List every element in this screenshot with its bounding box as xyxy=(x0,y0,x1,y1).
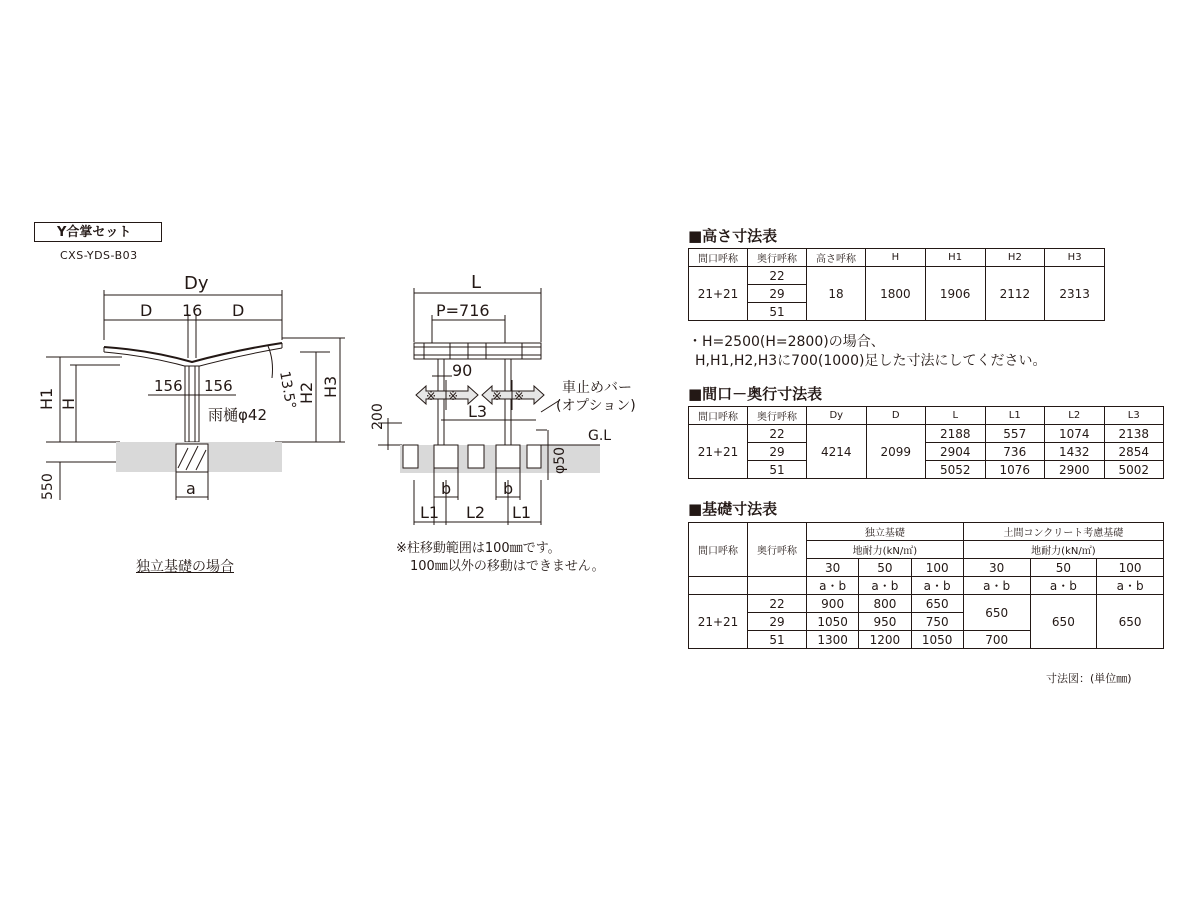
cell-slab-30-top: 650 xyxy=(963,595,1030,631)
label-mark-1: ※ xyxy=(426,389,437,403)
post-range-note-2: 100㎜以外の移動はできません。 xyxy=(410,559,605,574)
col-frontage: 間口呼称 xyxy=(689,407,748,425)
cell-slab-50: 650 xyxy=(1030,595,1097,649)
label-l2: L2 xyxy=(466,503,486,522)
cell-value: 1300 xyxy=(807,631,859,649)
label-dy: Dy xyxy=(184,273,209,294)
label-mark-3: ※ xyxy=(492,389,503,403)
height-table xyxy=(688,248,1105,321)
ab-cell: a・b xyxy=(859,577,911,595)
label-phi50: φ50 xyxy=(552,446,568,474)
cell-h1: 1906 xyxy=(925,267,985,321)
cell-depth: 29 xyxy=(748,443,807,461)
cell-value: 650 xyxy=(911,595,963,613)
cell-h3: 2313 xyxy=(1045,267,1105,321)
cell-value: 1050 xyxy=(911,631,963,649)
col-h: H xyxy=(866,249,926,267)
col-h3: H3 xyxy=(1045,249,1105,267)
model-number: CXS-YDS-B03 xyxy=(60,249,138,262)
col-h2: H2 xyxy=(985,249,1045,267)
group-slab: 土間コンクリート考慮基礎 xyxy=(963,523,1163,541)
cell-d: 2099 xyxy=(866,425,926,479)
label-156-left: 156 xyxy=(154,377,183,395)
post-range-note: ※柱移動範囲は100㎜です。 xyxy=(396,541,561,556)
level-cell: 30 xyxy=(963,559,1030,577)
label-h2: H2 xyxy=(297,381,316,404)
col-d: D xyxy=(866,407,926,425)
cell-depth: 22 xyxy=(748,595,807,613)
label-gl: G.L xyxy=(588,428,612,444)
cell-l: 2904 xyxy=(926,443,986,461)
label-200: 200 xyxy=(370,403,386,430)
cell-l1: 736 xyxy=(985,443,1045,461)
col-height-code: 高さ呼称 xyxy=(807,249,866,267)
cell-slab-30-bottom: 700 xyxy=(963,631,1030,649)
cell-l: 2188 xyxy=(926,425,986,443)
height-note-2: H,H1,H2,H3に700(1000)足した寸法にしてください。 xyxy=(695,353,1047,369)
cell-frontage: 21+21 xyxy=(689,595,748,649)
level-cell: 30 xyxy=(807,559,859,577)
label-gutter: 雨樋φ42 xyxy=(208,406,267,424)
cell-l2: 2900 xyxy=(1045,461,1105,479)
cell-value: 900 xyxy=(807,595,859,613)
cell-l1: 557 xyxy=(985,425,1045,443)
col-depth: 奥行呼称 xyxy=(748,523,807,577)
label-l1-right: L1 xyxy=(512,503,532,522)
cell-height-code: 18 xyxy=(807,267,866,321)
label-angle: 13.5° xyxy=(276,369,299,411)
ab-cell: a・b xyxy=(1097,577,1164,595)
cell-depth: 22 xyxy=(748,425,807,443)
cell-l2: 1074 xyxy=(1045,425,1105,443)
cell-h2: 2112 xyxy=(985,267,1045,321)
size-table-title: ■間口－奥行寸法表 xyxy=(688,385,823,403)
label-l3: L3 xyxy=(468,402,488,421)
label-l: L xyxy=(471,272,482,293)
foundation-table xyxy=(688,522,1164,649)
cell-depth: 22 xyxy=(748,267,807,285)
ab-cell: a・b xyxy=(963,577,1030,595)
col-depth: 奥行呼称 xyxy=(748,249,807,267)
col-frontage: 間口呼称 xyxy=(689,249,748,267)
cell-h: 1800 xyxy=(866,267,926,321)
col-l: L xyxy=(926,407,986,425)
set-name: Y合掌セット xyxy=(57,225,132,240)
label-l1-left: L1 xyxy=(420,503,440,522)
cell-l2: 1432 xyxy=(1045,443,1105,461)
independent-foundation-caption: 独立基礎の場合 xyxy=(136,559,234,575)
label-h3: H3 xyxy=(321,375,340,398)
ab-cell: a・b xyxy=(807,577,859,595)
bearing-independent: 地耐力(kN/㎡) xyxy=(807,541,964,559)
cell-depth: 51 xyxy=(748,631,807,649)
cell-dy: 4214 xyxy=(807,425,867,479)
label-option: (オプション) xyxy=(556,398,636,414)
cell-value: 1200 xyxy=(859,631,911,649)
cell-depth: 29 xyxy=(748,285,807,303)
col-depth: 奥行呼称 xyxy=(748,407,807,425)
label-mark-2: ※ xyxy=(448,389,459,403)
cell-depth: 29 xyxy=(748,613,807,631)
col-h1: H1 xyxy=(925,249,985,267)
label-mark-4: ※ xyxy=(514,389,525,403)
cell-l3: 5002 xyxy=(1104,461,1164,479)
level-cell: 100 xyxy=(1097,559,1164,577)
level-cell: 50 xyxy=(1030,559,1097,577)
cell-l1: 1076 xyxy=(985,461,1045,479)
cell-value: 1050 xyxy=(807,613,859,631)
cell-value: 950 xyxy=(859,613,911,631)
cell-frontage: 21+21 xyxy=(689,425,748,479)
cell-frontage: 21+21 xyxy=(689,267,748,321)
label-h: H xyxy=(59,397,78,410)
unit-note: 寸法図：(単位㎜) xyxy=(1046,672,1132,685)
cell-depth: 51 xyxy=(748,303,807,321)
col-l1: L1 xyxy=(985,407,1045,425)
label-b-left: b xyxy=(441,479,452,498)
label-550: 550 xyxy=(40,473,56,500)
ab-cell: a・b xyxy=(911,577,963,595)
col-dy: Dy xyxy=(807,407,867,425)
label-90: 90 xyxy=(452,361,473,380)
ab-cell: a・b xyxy=(1030,577,1097,595)
col-l3: L3 xyxy=(1104,407,1164,425)
cell-l3: 2854 xyxy=(1104,443,1164,461)
label-b-right: b xyxy=(503,479,514,498)
label-156-right: 156 xyxy=(204,377,233,395)
cell-l: 5052 xyxy=(926,461,986,479)
cell-l3: 2138 xyxy=(1104,425,1164,443)
cell-value: 800 xyxy=(859,595,911,613)
level-cell: 50 xyxy=(859,559,911,577)
height-note-1: ・H=2500(H=2800)の場合、 xyxy=(688,334,885,350)
label-stopper: 車止めバー xyxy=(562,380,632,396)
level-cell: 100 xyxy=(911,559,963,577)
label-a: a xyxy=(186,479,196,498)
cell-depth: 51 xyxy=(748,461,807,479)
cell-slab-100: 650 xyxy=(1097,595,1164,649)
size-table xyxy=(688,406,1164,479)
label-center: 16 xyxy=(182,301,203,320)
label-d-right: D xyxy=(232,301,245,320)
label-d-left: D xyxy=(140,301,153,320)
cell-value: 750 xyxy=(911,613,963,631)
bearing-slab: 地耐力(kN/㎡) xyxy=(963,541,1163,559)
group-independent: 独立基礎 xyxy=(807,523,964,541)
col-frontage: 間口呼称 xyxy=(689,523,748,577)
height-table-title: ■高さ寸法表 xyxy=(688,227,778,245)
label-h1: H1 xyxy=(37,387,56,410)
col-l2: L2 xyxy=(1045,407,1105,425)
label-pitch: P=716 xyxy=(436,301,490,320)
foundation-table-title: ■基礎寸法表 xyxy=(688,500,778,518)
